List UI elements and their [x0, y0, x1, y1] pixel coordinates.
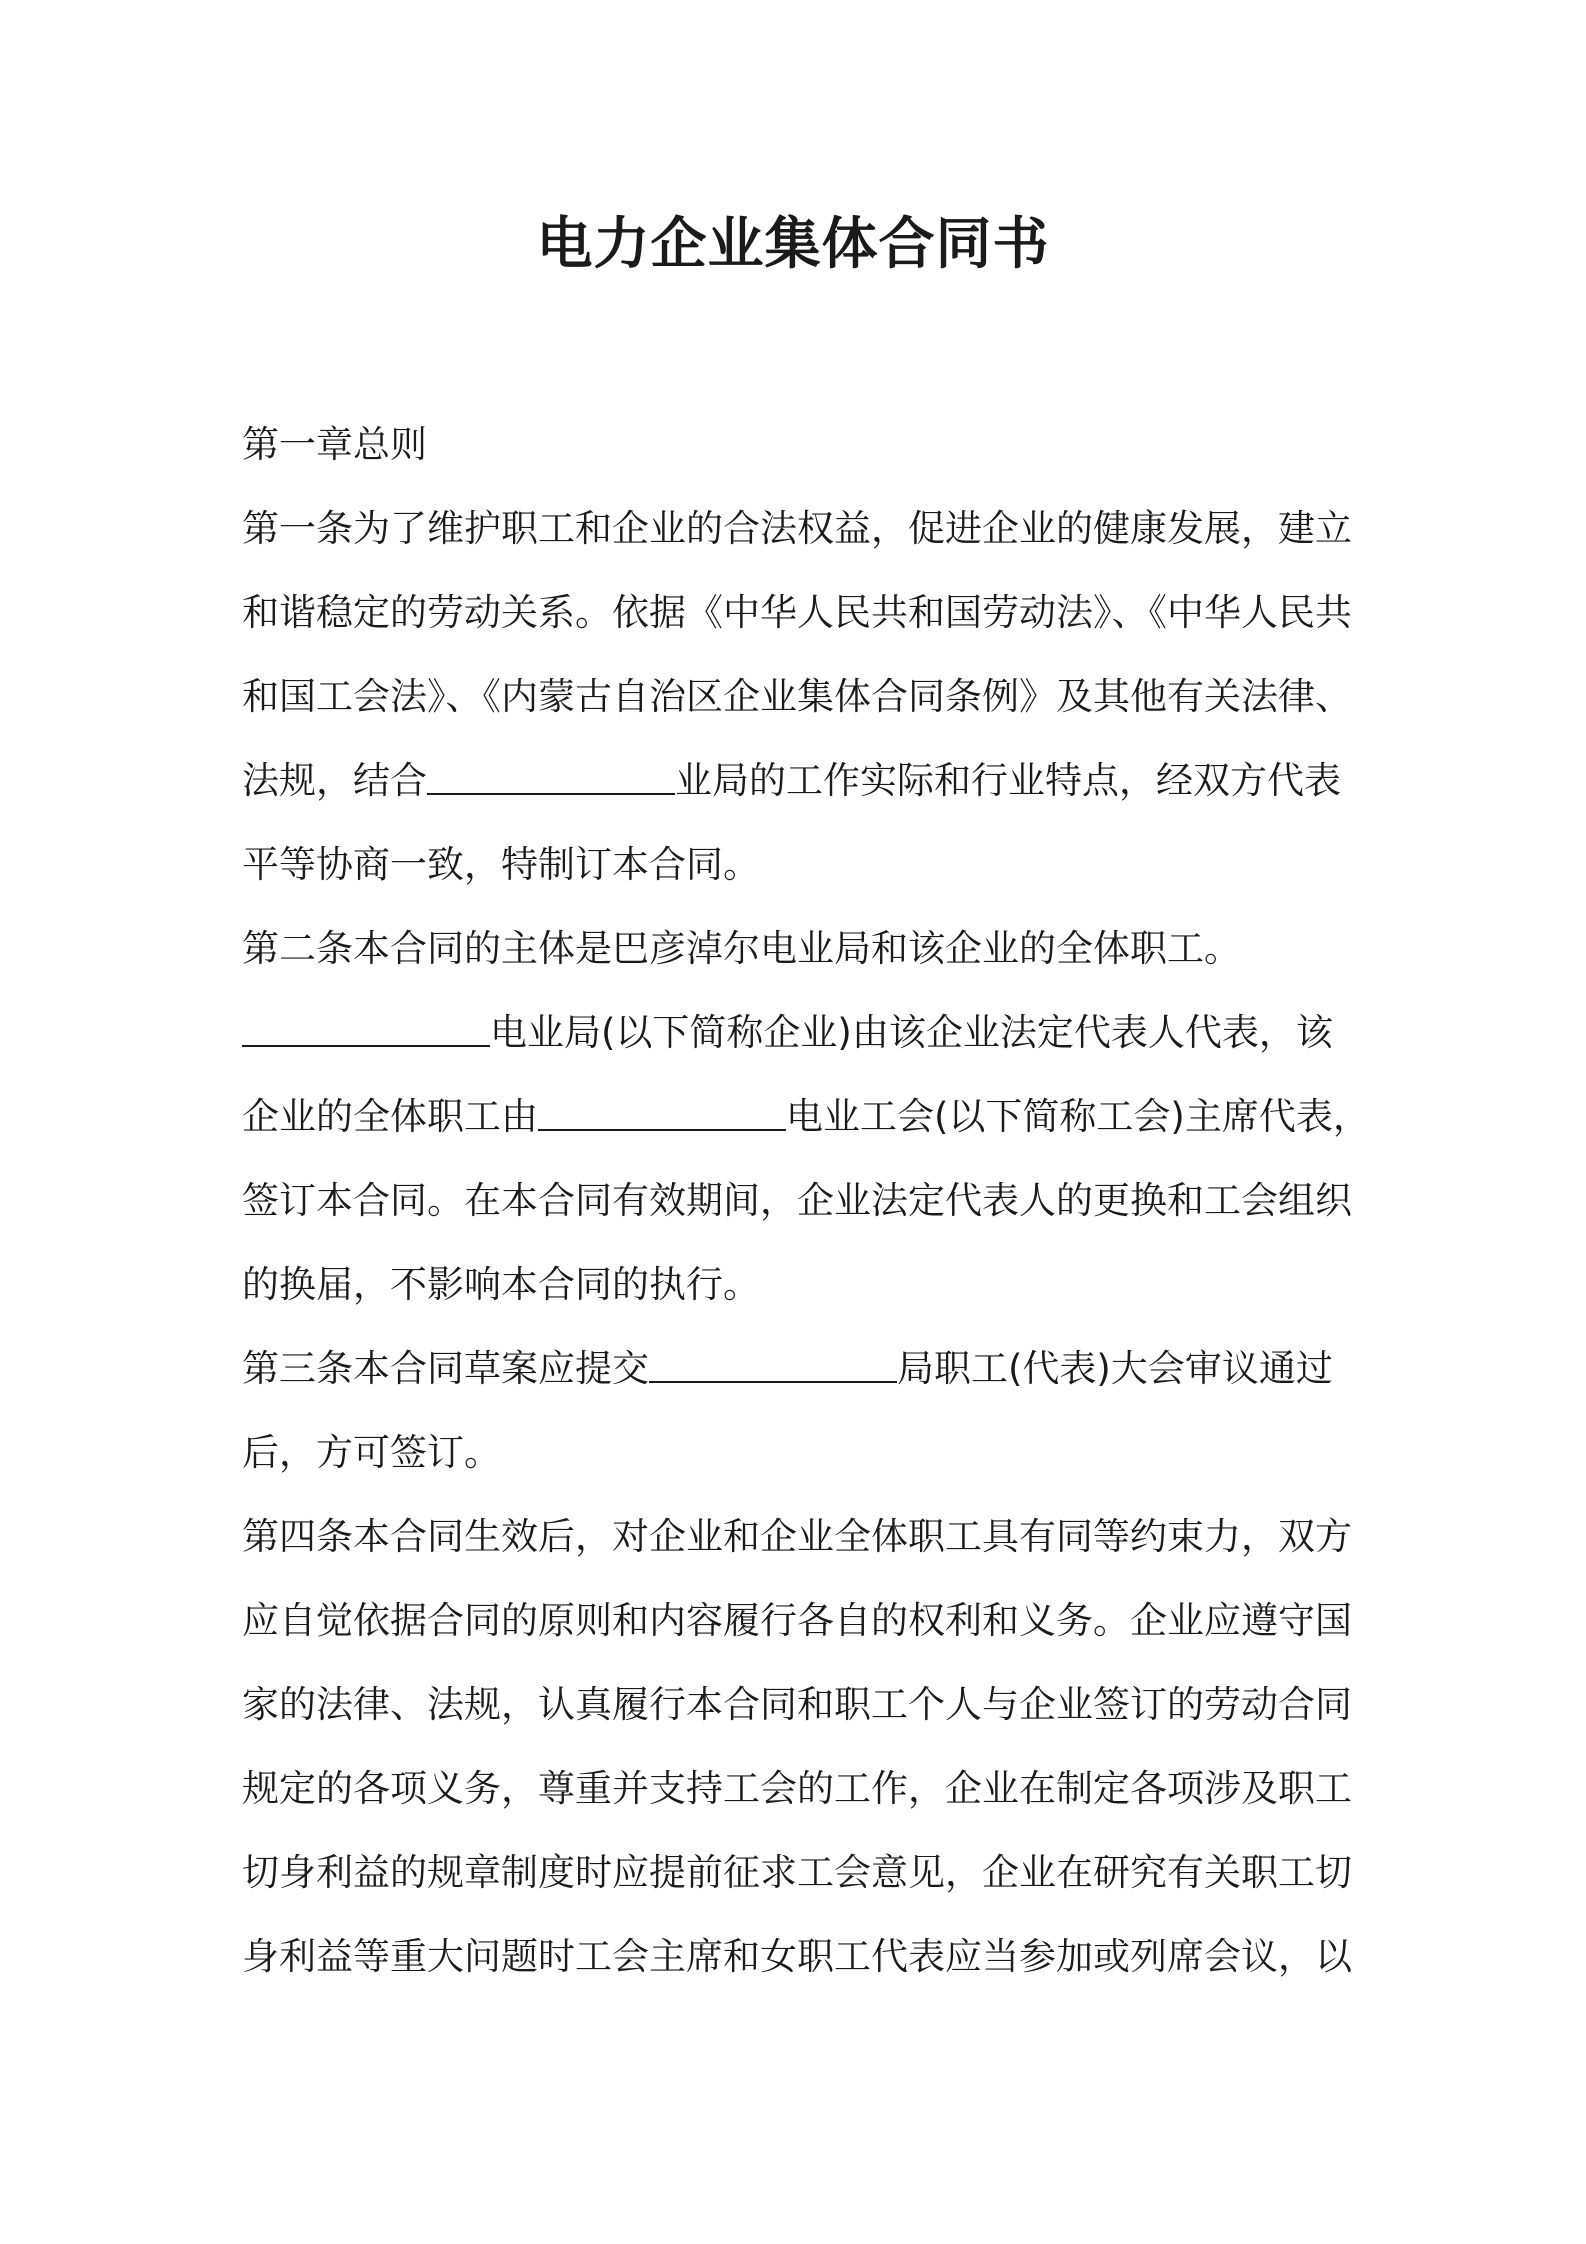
fill-in-blank: [427, 759, 675, 795]
text-line: 切身利益的规章制度时应提前征求工会意见，企业在研究有关职工切: [242, 1851, 1352, 1894]
line-text-after-blank: 局职工(代表)大会审议通过: [897, 1347, 1333, 1390]
text-line: 应自觉依据合同的原则和内容履行各自的权利和义务。企业应遵守国: [242, 1599, 1352, 1642]
document-title: 电力企业集体合同书: [536, 212, 1050, 277]
line-text-before-blank: 企业的全体职工由: [242, 1095, 538, 1138]
text-line: 的换届，不影响本合同的执行。: [242, 1263, 760, 1306]
text-line: 和国工会法》、《内蒙古自治区企业集体合同条例》及其他有关法律、: [242, 675, 1352, 718]
document-body: [242, 403, 1370, 1999]
text-line-with-blank: [242, 739, 1362, 823]
fill-in-blank: [538, 1095, 786, 1131]
fill-in-blank: [242, 1011, 490, 1047]
text-line: 平等协商一致，特制订本合同。: [242, 843, 760, 886]
text-line: 家的法律、法规，认真履行本合同和职工个人与企业签订的劳动合同: [242, 1683, 1352, 1726]
text-line-with-blank: [242, 1327, 1362, 1411]
text-line: 后，方可签订。: [242, 1431, 501, 1474]
line-text-after-blank: 电业局(以下简称企业)由该企业法定代表人代表，该: [490, 1011, 1333, 1054]
text-line-with-blank: [242, 1075, 1370, 1159]
line-text-before-blank: 法规，结合: [242, 759, 427, 802]
line-text-before-blank: 第三条本合同草案应提交: [242, 1347, 649, 1390]
text-line: 规定的各项义务，尊重并支持工会的工作，企业在制定各项涉及职工: [242, 1767, 1352, 1810]
fill-in-blank: [649, 1347, 897, 1383]
text-line: 身利益等重大问题时工会主席和女职工代表应当参加或列席会议，以: [242, 1935, 1352, 1978]
text-line: 第一条为了维护职工和企业的合法权益，促进企业的健康发展，建立: [242, 507, 1352, 550]
chapter-heading: 第一章总则: [242, 423, 427, 466]
line-text-after-blank: 业局的工作实际和行业特点，经双方代表: [675, 759, 1341, 802]
text-line: 第二条本合同的主体是巴彦淖尔电业局和该企业的全体职工。: [242, 927, 1241, 970]
text-line: 签订本合同。在本合同有效期间，企业法定代表人的更换和工会组织: [242, 1179, 1352, 1222]
text-line-with-blank: [242, 991, 1362, 1075]
text-line: 和谐稳定的劳动关系。依据《中华人民共和国劳动法》、《中华人民共: [242, 591, 1352, 634]
line-text-after-blank: 电业工会(以下简称工会)主席代表，: [786, 1095, 1370, 1138]
text-line: 第四条本合同生效后，对企业和企业全体职工具有同等约束力，双方: [242, 1515, 1352, 1558]
